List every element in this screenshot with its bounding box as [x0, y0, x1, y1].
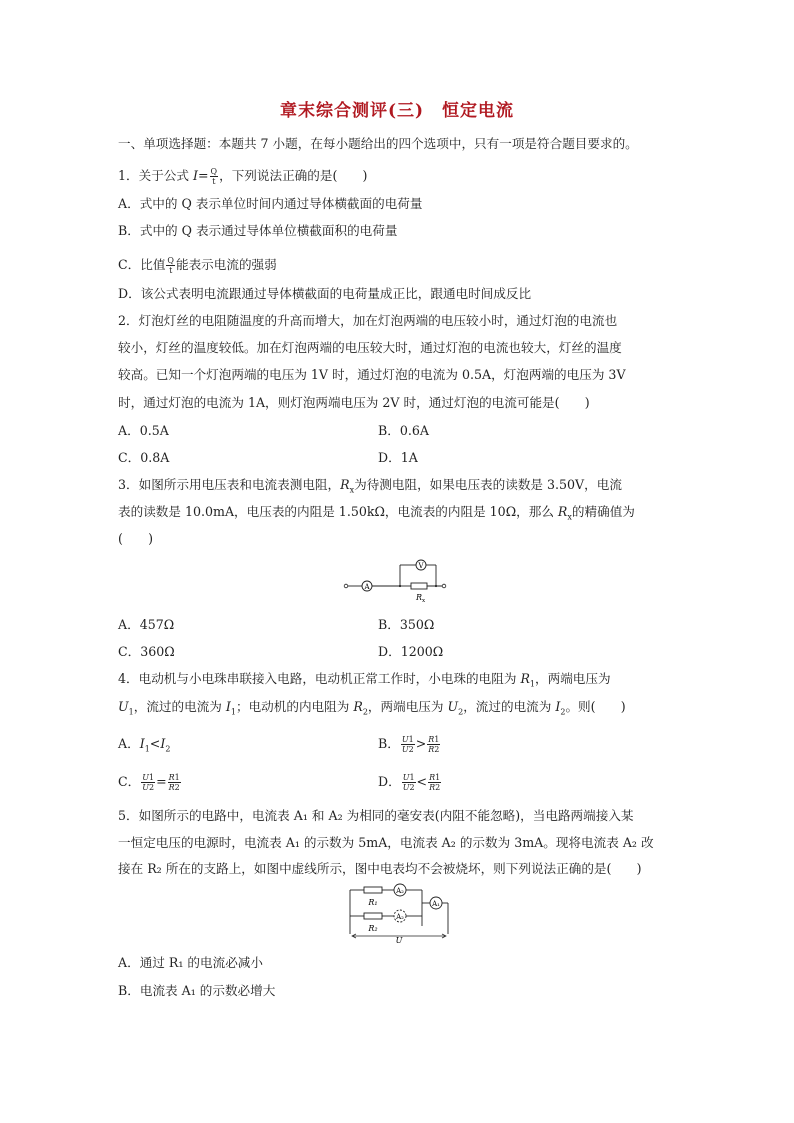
q4-stem-line-2: $U_1$，流过的电流为 $I_1$；电动机的内电阻为 $R_2$，两端电压为 $U_2$，流过的电流为 $I_2$。则( ) — [118, 699, 626, 717]
q2-stem-line-2: 较小，灯丝的温度较低。加在灯泡两端的电压较大时，通过灯泡的电流也较大，灯丝的温度 — [118, 340, 622, 355]
q1-option-b: B．式中的 Q 表示通过导体单位横截面积的电荷量 — [118, 223, 398, 238]
q3-circuit-diagram — [340, 553, 450, 605]
q5-stem-line-1: 5．如图所示的电路中，电流表 A₁ 和 A₂ 为相同的毫安表(内阻不能忽略)，当电路两端接入某 — [118, 808, 634, 823]
q4-option-c: C． $\frac{U1}{U2}$ = $\frac{R1}{R2}$ — [118, 773, 180, 792]
q1-option-c: C．比值 $\frac{Q}{t}$ 能表示电流的强弱 — [118, 256, 277, 275]
q4-option-a: A．$I_1<I_2$ — [118, 736, 171, 754]
junction-dot — [435, 585, 437, 587]
resistor-r1-icon — [364, 887, 382, 893]
q5-stem-line-3: 接在 R₂ 所在的支路上，如图中虚线所示，图中电表均不会被烧坏，则下列说法正确的是( ) — [118, 861, 642, 876]
ammeter-a2-label: A₂ — [396, 887, 404, 895]
ammeter-label: A — [364, 583, 370, 591]
voltage-label: U — [395, 936, 403, 944]
junction-dot — [399, 585, 401, 587]
q2-option-d: D．1A — [378, 450, 418, 465]
page-title — [0, 96, 794, 121]
q4-stem-line-1: 4．电动机与小电珠串联接入电路，电动机正常工作时，小电珠的电阻为 $R_1$，两端电压为 — [118, 671, 611, 689]
terminal-icon — [344, 584, 348, 588]
q5-stem-line-2: 一恒定电压的电源时，电流表 A₁ 的示数为 5mA，电流表 A₂ 的示数为 3mA。现将电流表 A₂ 改 — [118, 835, 654, 850]
ammeter-a1-label: A₁ — [432, 900, 440, 908]
voltmeter-label: V — [418, 562, 424, 570]
resistor-r1-label: R₁ — [368, 898, 378, 907]
q4-option-b: B． $\frac{U1}{U2}$ > $\frac{R1}{R2}$ — [378, 735, 440, 754]
resistor-icon — [411, 583, 427, 589]
q3-stem-line-1: 3．如图所示用电压表和电流表测电阻，$R_x$为待测电阻，如果电压表的读数是 3.50V，电流 — [118, 477, 622, 495]
q1-option-c-fraction: $\frac{Q}{t}$ — [167, 256, 174, 275]
q2-stem-line-3: 较高。已知一个灯泡两端的电压为 1V 时，通过灯泡的电流为 0.5A，灯泡两端的电压为 3V — [118, 367, 626, 382]
q1-option-d: D．该公式表明电流跟通过导体横截面的电荷量成正比，跟通电时间成反比 — [118, 286, 532, 301]
q2-option-b: B．0.6A — [378, 423, 429, 438]
resistor-r2-icon — [364, 913, 382, 919]
q4-option-d: D． $\frac{U1}{U2}$ < $\frac{R1}{R2}$ — [378, 773, 441, 792]
q1-option-a: A．式中的 Q 表示单位时间内通过导体横截面的电荷量 — [118, 196, 423, 211]
q2-option-c: C．0.8A — [118, 450, 170, 465]
resistor-label-sub: x — [422, 598, 426, 604]
q2-stem-line-1: 2．灯泡灯丝的电阻随温度的升高而增大，加在灯泡两端的电压较小时，通过灯泡的电流也 — [118, 313, 618, 328]
q3-stem-line-2: 表的读数是 10.0mA，电压表的内阻是 1.50kΩ，电流表的内阻是 10Ω，那么 $R_x$的精确值为 — [118, 504, 635, 522]
q5-option-b: B．电流表 A₁ 的示数必增大 — [118, 983, 276, 998]
q3-option-d: D．1200Ω — [378, 644, 444, 659]
title-main: 章末综合测评(三) — [279, 101, 425, 121]
terminal-icon — [442, 584, 446, 588]
q5-option-a: A．通过 R₁ 的电流必减小 — [118, 955, 263, 970]
section-heading: 一、单项选择题：本题共 7 小题，在每小题给出的四个选项中，只有一项是符合题目要求的。 — [118, 136, 638, 151]
q3-stem-line-3: ( ) — [118, 531, 154, 546]
resistor-label: R — [416, 593, 423, 602]
q5-circuit-diagram — [338, 878, 454, 944]
q3-option-a: A．457Ω — [118, 617, 175, 632]
q3-option-b: B．350Ω — [378, 617, 435, 632]
resistor-r2-label: R₂ — [368, 924, 378, 933]
q1-formula-fraction: $\frac{Q}{t}$ — [210, 167, 218, 186]
q1-stem: 1．关于公式 I= $\frac{Q}{t}$ ，下列说法正确的是( ) — [118, 167, 368, 186]
ammeter-a2-dashed-label: A₂ — [396, 913, 404, 921]
q2-option-a: A．0.5A — [118, 423, 169, 438]
q2-stem-line-4: 时，通过灯泡的电流为 1A，则灯泡两端电压为 2V 时，通过灯泡的电流可能是( ) — [118, 395, 590, 410]
title-sub: 恒定电流 — [442, 101, 515, 121]
q3-option-c: C．360Ω — [118, 644, 175, 659]
